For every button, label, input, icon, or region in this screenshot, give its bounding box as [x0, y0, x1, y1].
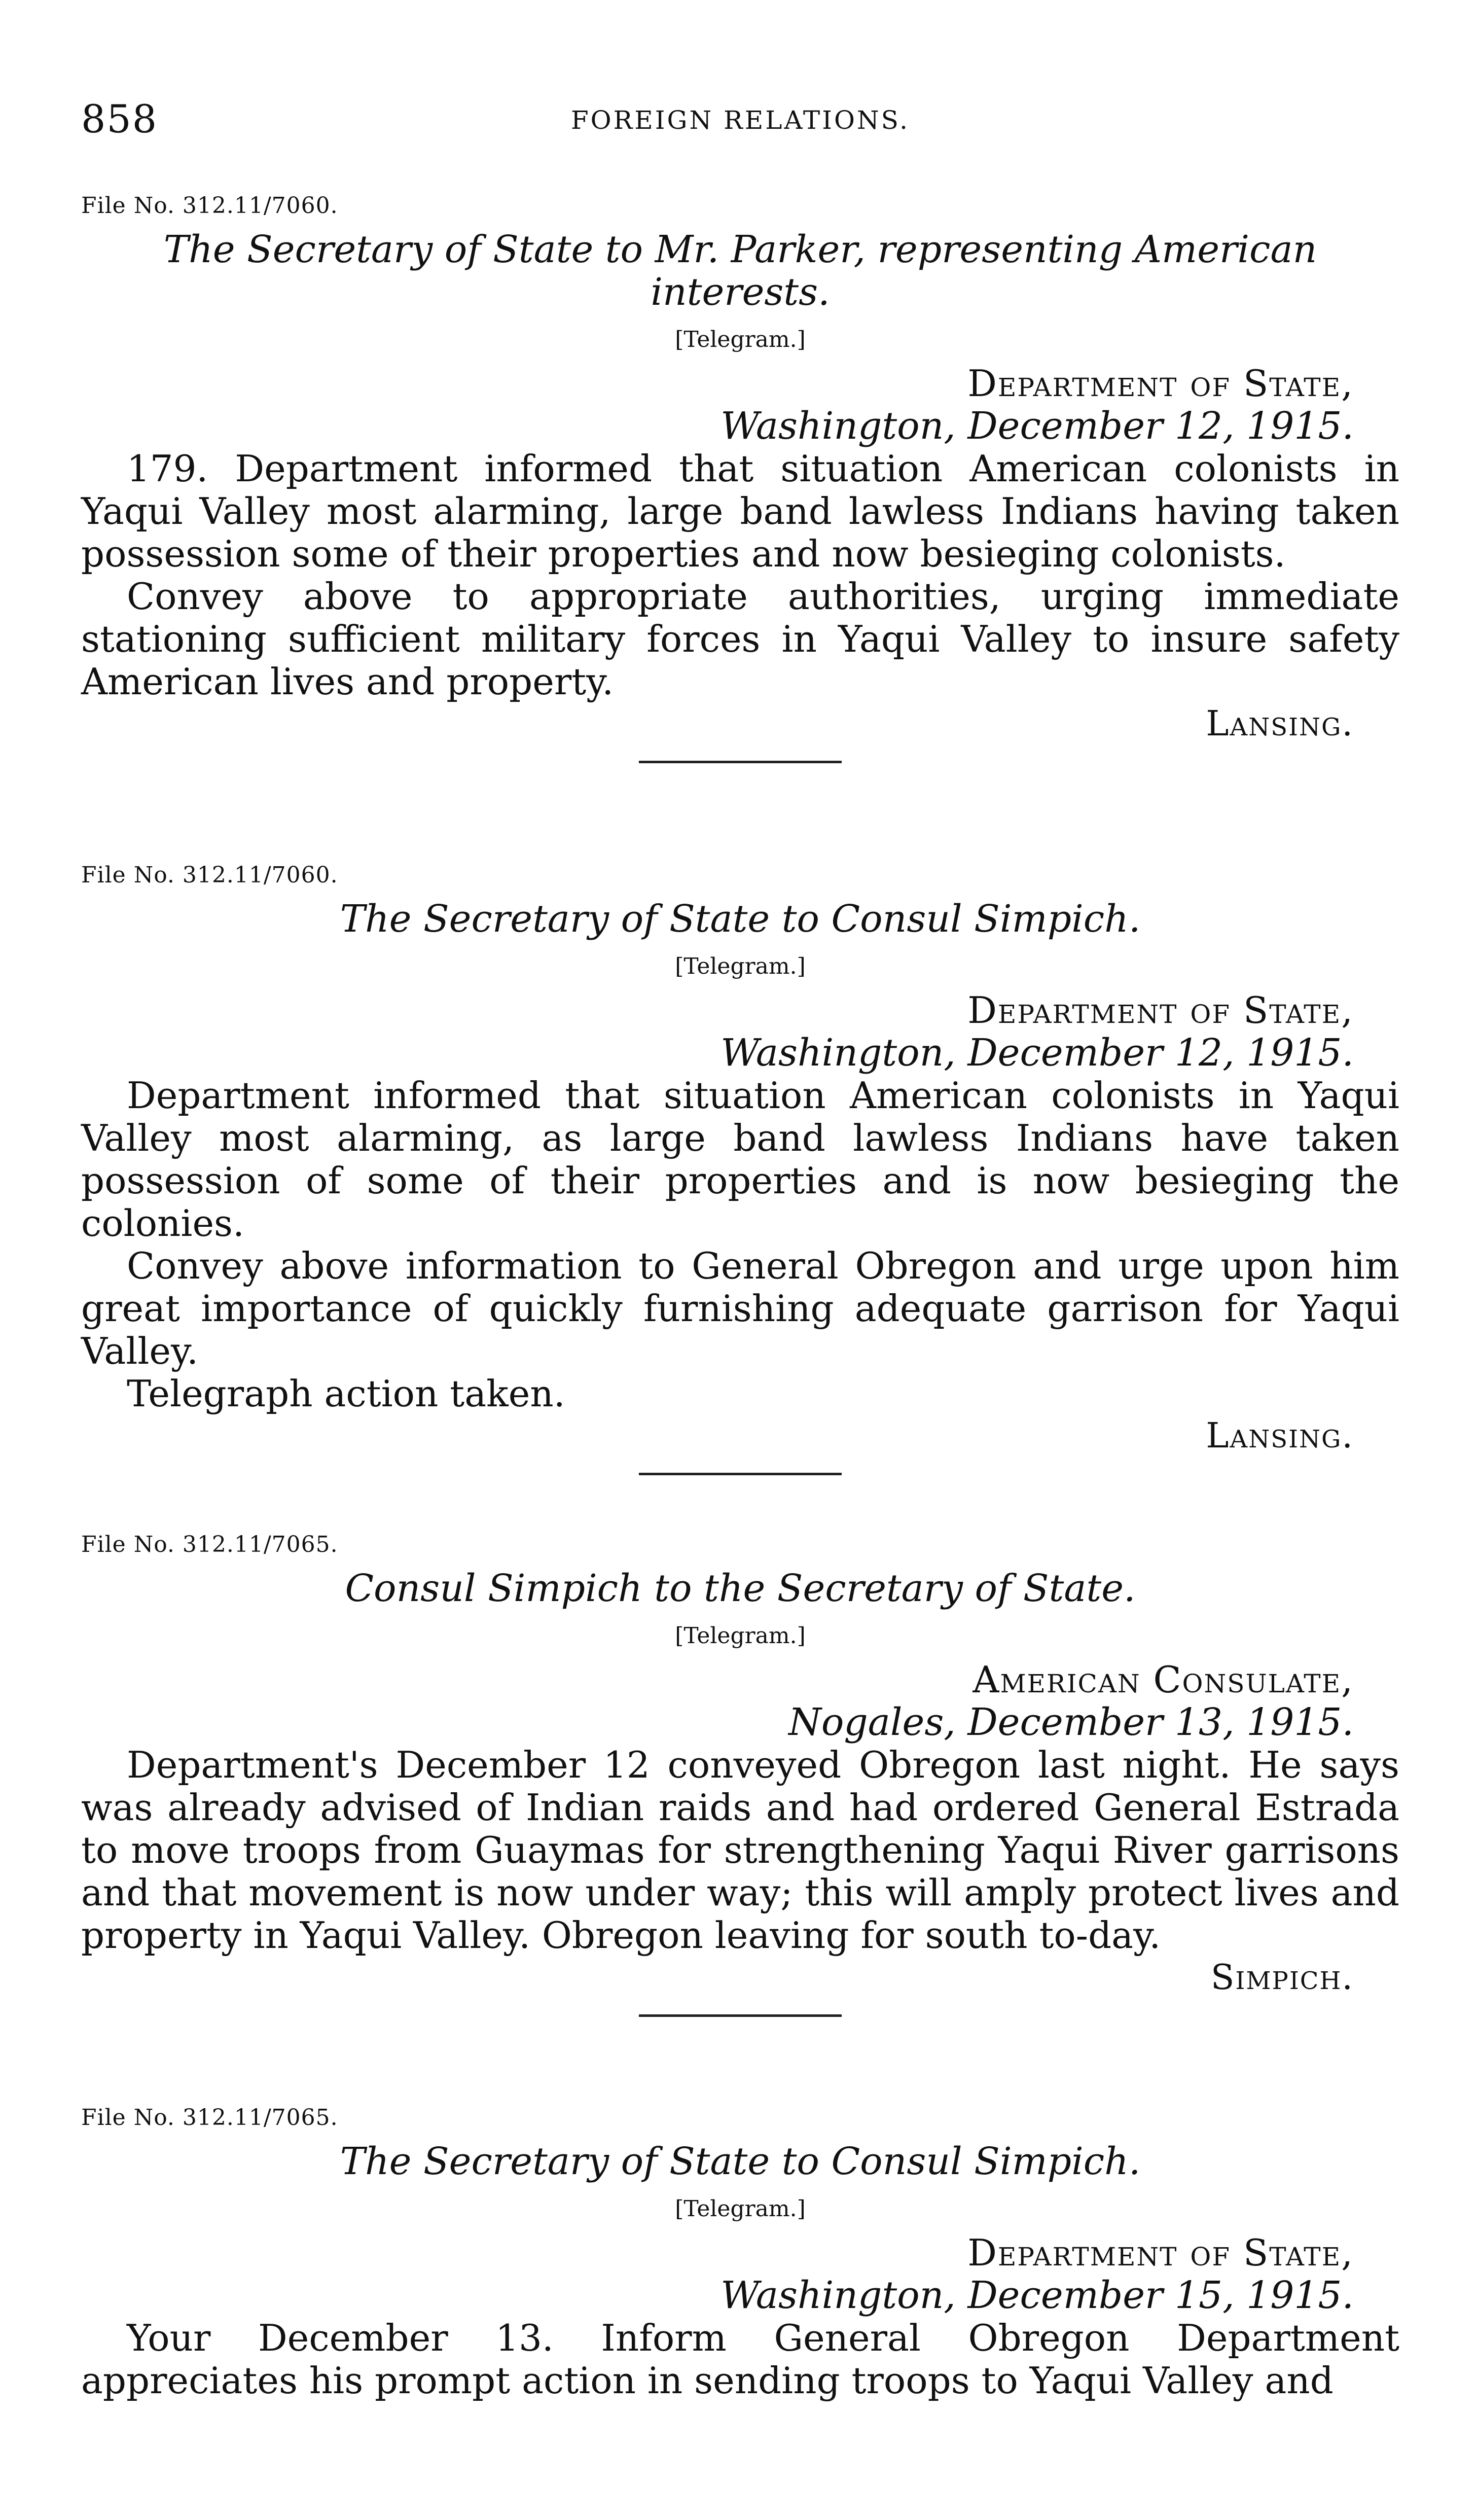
paragraph: Convey above information to General Obregon and urge upon him great importance of quickly furnishing adequate garrison for Yaqui Valley.	[81, 1245, 1399, 1372]
dateline	[81, 1658, 1399, 1744]
document-entry-2	[81, 862, 1399, 1490]
document-page	[81, 0, 1399, 2520]
paragraph: 179. Department informed that situation American colonists in Yaqui Valley most alarming, large band lawless Indians having taken possession some of their properties and now besieging colonists.	[81, 447, 1399, 575]
sender-office: American Consulate,	[972, 1658, 1354, 1701]
telegram-label: [Telegram.]	[675, 327, 806, 352]
file-number: File No. 312.11/7065.	[81, 2105, 338, 2131]
separator-rule	[639, 2014, 842, 2017]
document-entry-4	[81, 2105, 1399, 2402]
page-header	[81, 96, 1399, 157]
file-number: File No. 312.11/7060.	[81, 862, 338, 888]
document-heading: The Secretary of State to Consul Simpich.	[340, 897, 1141, 941]
separator-rule	[639, 761, 842, 763]
running-title: FOREIGN RELATIONS.	[570, 105, 910, 135]
dateline	[81, 989, 1399, 1074]
file-number: File No. 312.11/7060.	[81, 193, 338, 219]
place-date: Nogales, December 13, 1915.	[788, 1700, 1354, 1744]
file-number: File No. 312.11/7065.	[81, 1532, 338, 1557]
document-heading: Consul Simpich to the Secretary of State.	[345, 1567, 1136, 1610]
signature: Lansing.	[1206, 1416, 1354, 1456]
sender-office: Department of State,	[967, 362, 1354, 405]
dateline	[81, 362, 1399, 447]
sender-office: Department of State,	[967, 989, 1354, 1032]
document-entry-1	[81, 193, 1399, 778]
paragraph: Convey above to appropriate authorities, urging immediate stationing sufficient military forces in Yaqui Valley to insure safety American lives and property.	[81, 575, 1399, 703]
place-date: Washington, December 12, 1915.	[721, 1031, 1354, 1075]
paragraph: Telegraph action taken.	[127, 1372, 565, 1415]
place-date: Washington, December 12, 1915.	[721, 404, 1354, 448]
signature: Lansing.	[1206, 704, 1354, 744]
document-entry-3	[81, 1532, 1399, 2032]
paragraph: Department informed that situation American colonists in Yaqui Valley most alarming, as large band lawless Indians have taken possession of some of their properties and is now besieging the colonies.	[81, 1074, 1399, 1245]
dateline	[81, 2231, 1399, 2317]
page-number: 858	[81, 96, 158, 141]
signature: Simpich.	[1210, 1958, 1354, 1998]
paragraph: Your December 13. Inform General Obregon Department appreciates his prompt action in sending troops to Yaqui Valley and	[81, 2317, 1399, 2402]
separator-rule	[639, 1473, 842, 1475]
place-date: Washington, December 15, 1915.	[721, 2274, 1354, 2317]
sender-office: Department of State,	[967, 2231, 1354, 2274]
document-heading: The Secretary of State to Mr. Parker, representing American interests.	[163, 228, 1317, 314]
paragraph: Department's December 12 conveyed Obregon last night. He says was already advised of Indian raids and had ordered General Estrada to move troops from Guaymas for strengthening Yaqui River garrisons and that movement is now under way; this will amply protect lives and property in Yaqui Valley. Obregon leaving for south to-day.	[81, 1744, 1399, 1957]
document-heading: The Secretary of State to Consul Simpich.	[340, 2140, 1141, 2183]
telegram-label: [Telegram.]	[675, 1623, 806, 1649]
telegram-label: [Telegram.]	[675, 2196, 806, 2222]
telegram-label: [Telegram.]	[675, 953, 806, 979]
